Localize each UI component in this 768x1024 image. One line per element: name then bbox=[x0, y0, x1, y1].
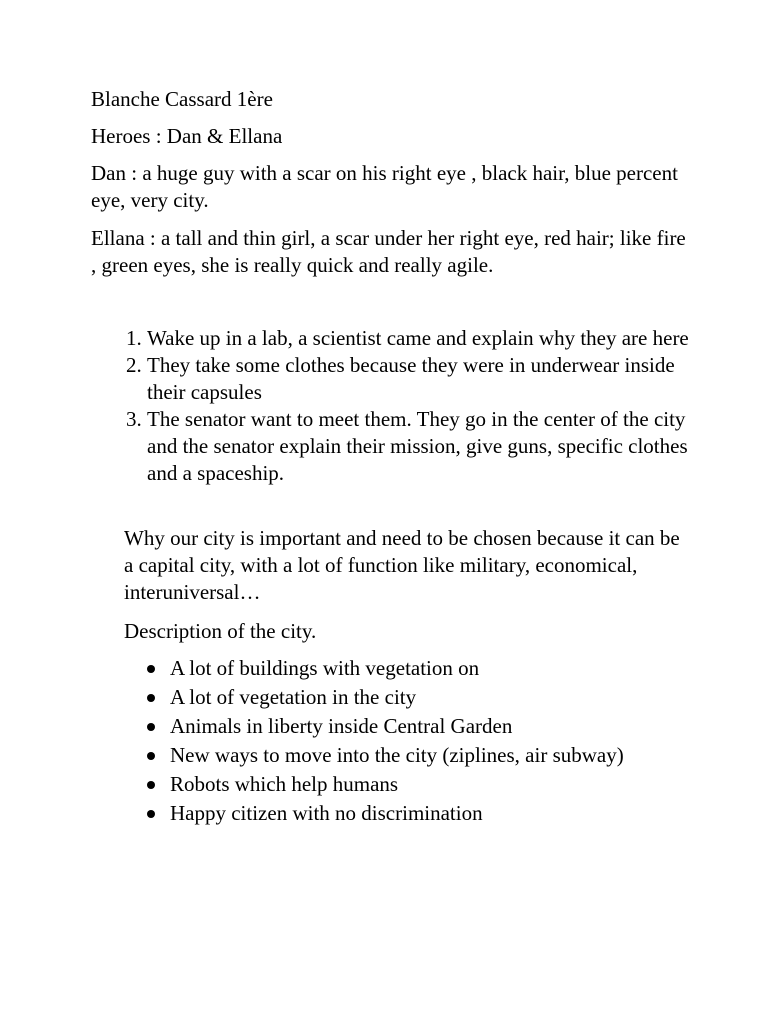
bullet-icon bbox=[147, 752, 155, 760]
bullet-icon bbox=[147, 810, 155, 818]
list-item bbox=[170, 683, 730, 712]
list-item: 2. They take some clothes because they were in underwear inside their capsules bbox=[147, 352, 707, 406]
plot-steps-list bbox=[124, 325, 707, 487]
author-line: Blanche Cassard 1ère bbox=[91, 87, 273, 111]
ellana-description: Ellana : a tall and thin girl, a scar under her right eye, red hair; like fire , green eyes, she is really quick and really agile. bbox=[91, 226, 686, 277]
list-item: 3. The senator want to meet them. They go in the center of the city and the senator explain their mission, give guns, specific clothes and a spaceship. bbox=[147, 406, 707, 487]
list-item bbox=[170, 712, 730, 741]
list-item bbox=[170, 654, 730, 683]
list-item bbox=[170, 770, 730, 799]
bullet-icon bbox=[147, 665, 155, 673]
list-item-text: Happy citizen with no discrimination bbox=[170, 801, 483, 825]
list-item: 1. Wake up in a lab, a scientist came and explain why they are here bbox=[147, 325, 707, 352]
heroes-line: Heroes : Dan & Ellana bbox=[91, 124, 283, 148]
bullet-icon bbox=[147, 723, 155, 731]
city-features-list bbox=[146, 654, 730, 828]
list-item-text: Robots which help humans bbox=[170, 772, 399, 796]
dan-description: Dan : a huge guy with a scar on his right eye , black hair, blue percent eye, very city. bbox=[91, 161, 678, 212]
bullet-icon bbox=[147, 781, 155, 789]
list-item-text: Animals in liberty inside Central Garden bbox=[170, 714, 513, 738]
list-item bbox=[170, 741, 730, 770]
bullet-icon bbox=[147, 694, 155, 702]
city-importance: Why our city is important and need to be chosen because it can be a capital city, with a lot of function like military, economical, interuniversal… bbox=[124, 526, 680, 604]
list-item bbox=[170, 799, 730, 828]
list-item-text: New ways to move into the city (ziplines, air subway) bbox=[170, 743, 624, 767]
city-description-heading: Description of the city. bbox=[124, 619, 317, 643]
list-item-text: A lot of buildings with vegetation on bbox=[170, 656, 480, 680]
list-item-text: A lot of vegetation in the city bbox=[170, 685, 417, 709]
